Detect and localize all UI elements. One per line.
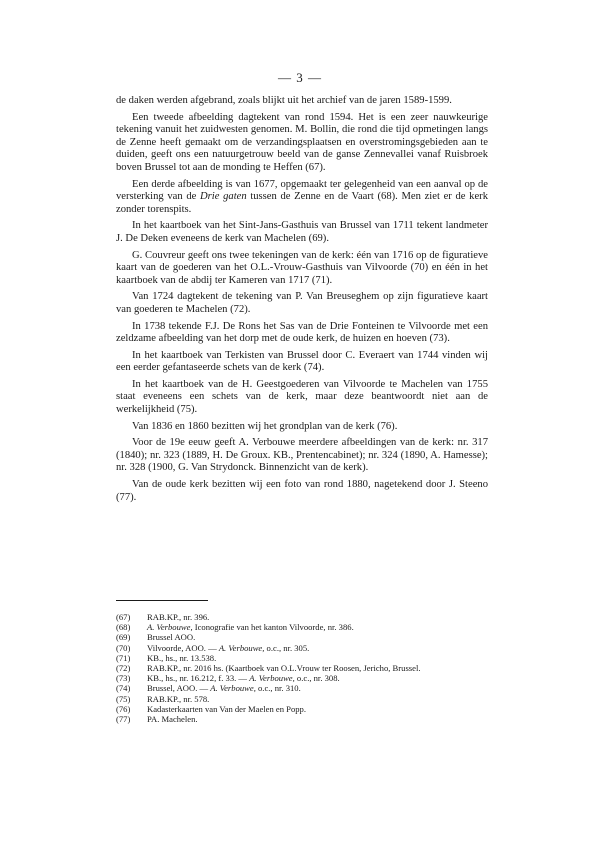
footnote xyxy=(116,704,488,714)
footnote-number: (75) xyxy=(116,693,131,704)
footnote-text-part: Brussel, AOO. — xyxy=(147,683,211,694)
footnote xyxy=(116,653,488,663)
paragraph-text: Voor de 19e eeuw geeft A. Verbouwe meerdere afbeeldingen van de kerk: nr. 317 (1840); nr. 323 (1889, H. De Groux. KB., Prentencabinet); nr. 324 (1890, A. Hamesse); nr. 328 (1900, G. Van Strydonck. Binnenzicht van de kerk). xyxy=(116,437,488,474)
footnote-text-part: KB., hs., nr. 16.212, f. 33. — xyxy=(147,673,250,684)
footnote-text xyxy=(147,714,488,724)
footnote-text-part: Iconografie van het kanton Vilvoorde, nr. 386. xyxy=(192,622,354,633)
paragraph xyxy=(116,437,488,475)
paragraph xyxy=(116,250,488,288)
footnote xyxy=(116,612,488,622)
footnote-text xyxy=(147,632,488,642)
footnote-text-part: o.c., nr. 305. xyxy=(264,642,310,653)
footnote xyxy=(116,663,488,673)
paragraph-text: Van 1724 dagtekent de tekening van P. Van Breuseghem op zijn figuratieve kaart van goederen te Machelen (72). xyxy=(116,291,488,315)
footnote-number: (77) xyxy=(116,714,131,725)
footnote-text xyxy=(147,683,488,693)
footnote-text-part: PA. Machelen. xyxy=(147,714,198,725)
footnote xyxy=(116,643,488,653)
page-number: — 3 — xyxy=(278,70,322,85)
paragraph-text: In 1738 tekende F.J. De Rons het Sas van de Drie Fonteinen te Vilvoorde met een zeldzame afbeelding van het dorp met de oude kerk, de huizen en hoeven (73). xyxy=(116,320,488,345)
footnote xyxy=(116,694,488,704)
footnote-text-part: RAB.KP., nr. 578. xyxy=(147,693,210,704)
paragraph-text: Van de oude kerk bezitten wij een foto van rond 1880, nagetekend door J. Steeno (77). xyxy=(116,479,488,503)
footnote-number: (71) xyxy=(116,652,131,663)
paragraph xyxy=(116,479,488,504)
paragraph-text: In het kaartboek van het Sint-Jans-Gasthuis van Brussel van 1711 tekent landmeter J. De Deken eveneens de kerk van Machelen (69). xyxy=(116,220,488,244)
footnote-divider xyxy=(116,600,208,601)
paragraph-text: de daken werden afgebrand, zoals blijkt uit het archief van de jaren 1589-1599. xyxy=(116,95,452,106)
footnote-text-part: RAB.KP., nr. 396. xyxy=(147,612,210,622)
paragraph xyxy=(116,179,488,217)
paragraph xyxy=(116,220,488,245)
paragraph xyxy=(116,112,488,175)
footnote-text xyxy=(147,653,488,663)
paragraph-text: In het kaartboek van de H. Geestgoederen van Vilvoorde te Machelen van 1755 staat eveneens een schets van de kerk, maar deze beantwoordt niet aan de werkelijkheid (75). xyxy=(116,378,488,416)
footnote-text-part: Vilvoorde, AOO. — xyxy=(147,642,219,653)
footnote-number: (70) xyxy=(116,642,131,653)
footnote-text-part: Brussel AOO. xyxy=(147,632,196,643)
footnote xyxy=(116,683,488,693)
footnote-text-part: o.c., nr. 310. xyxy=(255,683,301,694)
paragraph-text: Een derde afbeelding is van 1677, opgemaakt ter gelegenheid van een aanval op de versterking van de xyxy=(116,178,488,203)
footnote-text xyxy=(147,622,488,632)
paragraph-text: G. Couvreur geeft ons twee tekeningen van de kerk: één van 1716 op de figuratieve kaart van de goederen van het O.L.-Vrouw-Gasthuis van Vilvoorde (70) en één in het kaartboek van de abdij ter Kameren van 1717 (71). xyxy=(116,249,488,286)
footnote-text xyxy=(147,663,488,673)
paragraph-text: Van 1836 en 1860 bezitten wij het grondplan van de kerk (76). xyxy=(132,420,398,432)
paragraph-text: Een tweede afbeelding dagtekent van rond 1594. Het is een zeer nauwkeurige tekening vanuit het zuidwesten genomen. M. Bollin, die rond die tijd opmetingen langs de Zenne heeft gemaakt om de verzandingsplaatsen en overstromingsgebieden aan te duiden, geeft ons een natuurgetrouw beeld van de ganse Zennevallei vanaf Ruisbroek boven Brussel tot aan de monding te Heffen (67). xyxy=(116,111,488,173)
paragraph xyxy=(116,379,488,417)
footnote-text xyxy=(147,643,488,653)
footnote-text xyxy=(147,704,488,714)
footnote-text-part: KB., hs., nr. 13.538. xyxy=(147,652,217,663)
footnote xyxy=(116,632,488,642)
footnote-text-part: Kadasterkaarten van Van der Maelen en Popp. xyxy=(147,703,307,714)
footnote-text xyxy=(147,673,488,683)
footnote-number: (67) xyxy=(116,612,131,622)
paragraph-text: In het kaartboek van Terkisten van Brussel door C. Everaert van 1744 vinden wij een eerder gefantaseerde schets van de kerk (74). xyxy=(116,349,488,374)
paragraph xyxy=(116,95,488,108)
body-text xyxy=(116,95,488,508)
author-name: A. Verbouwe, xyxy=(147,622,193,633)
footnote-number: (73) xyxy=(116,673,131,684)
footnote xyxy=(116,673,488,683)
footnotes xyxy=(116,612,488,724)
footnote-text-part: o.c., nr. 308. xyxy=(294,673,340,684)
paragraph xyxy=(116,350,488,375)
footnote-text xyxy=(147,612,488,622)
paragraph-text: tussen de Zenne en de Vaart (68). Men ziet er de kerk zonder torenspits. xyxy=(116,191,488,215)
author-name: A. Verbouwe, xyxy=(249,673,295,684)
footnote-number: (68) xyxy=(116,622,131,633)
author-name: A. Verbouwe, xyxy=(210,683,256,694)
footnote-text xyxy=(147,694,488,704)
footnote-number: (72) xyxy=(116,663,131,674)
footnote-number: (76) xyxy=(116,703,131,714)
footnote-number: (69) xyxy=(116,632,131,643)
paragraph xyxy=(116,321,488,346)
footnote-number: (74) xyxy=(116,683,131,694)
paragraph xyxy=(116,421,488,434)
paragraph xyxy=(116,291,488,316)
footnote-text-part: RAB.KP., nr. 2016 hs. (Kaartboek van O.L.Vrouw ter Roosen, Jericho, Brussel. xyxy=(147,663,421,674)
author-name: A. Verbouwe, xyxy=(218,642,265,653)
footnote xyxy=(116,714,488,724)
place-name: Drie gaten xyxy=(200,191,247,203)
footnote xyxy=(116,622,488,632)
